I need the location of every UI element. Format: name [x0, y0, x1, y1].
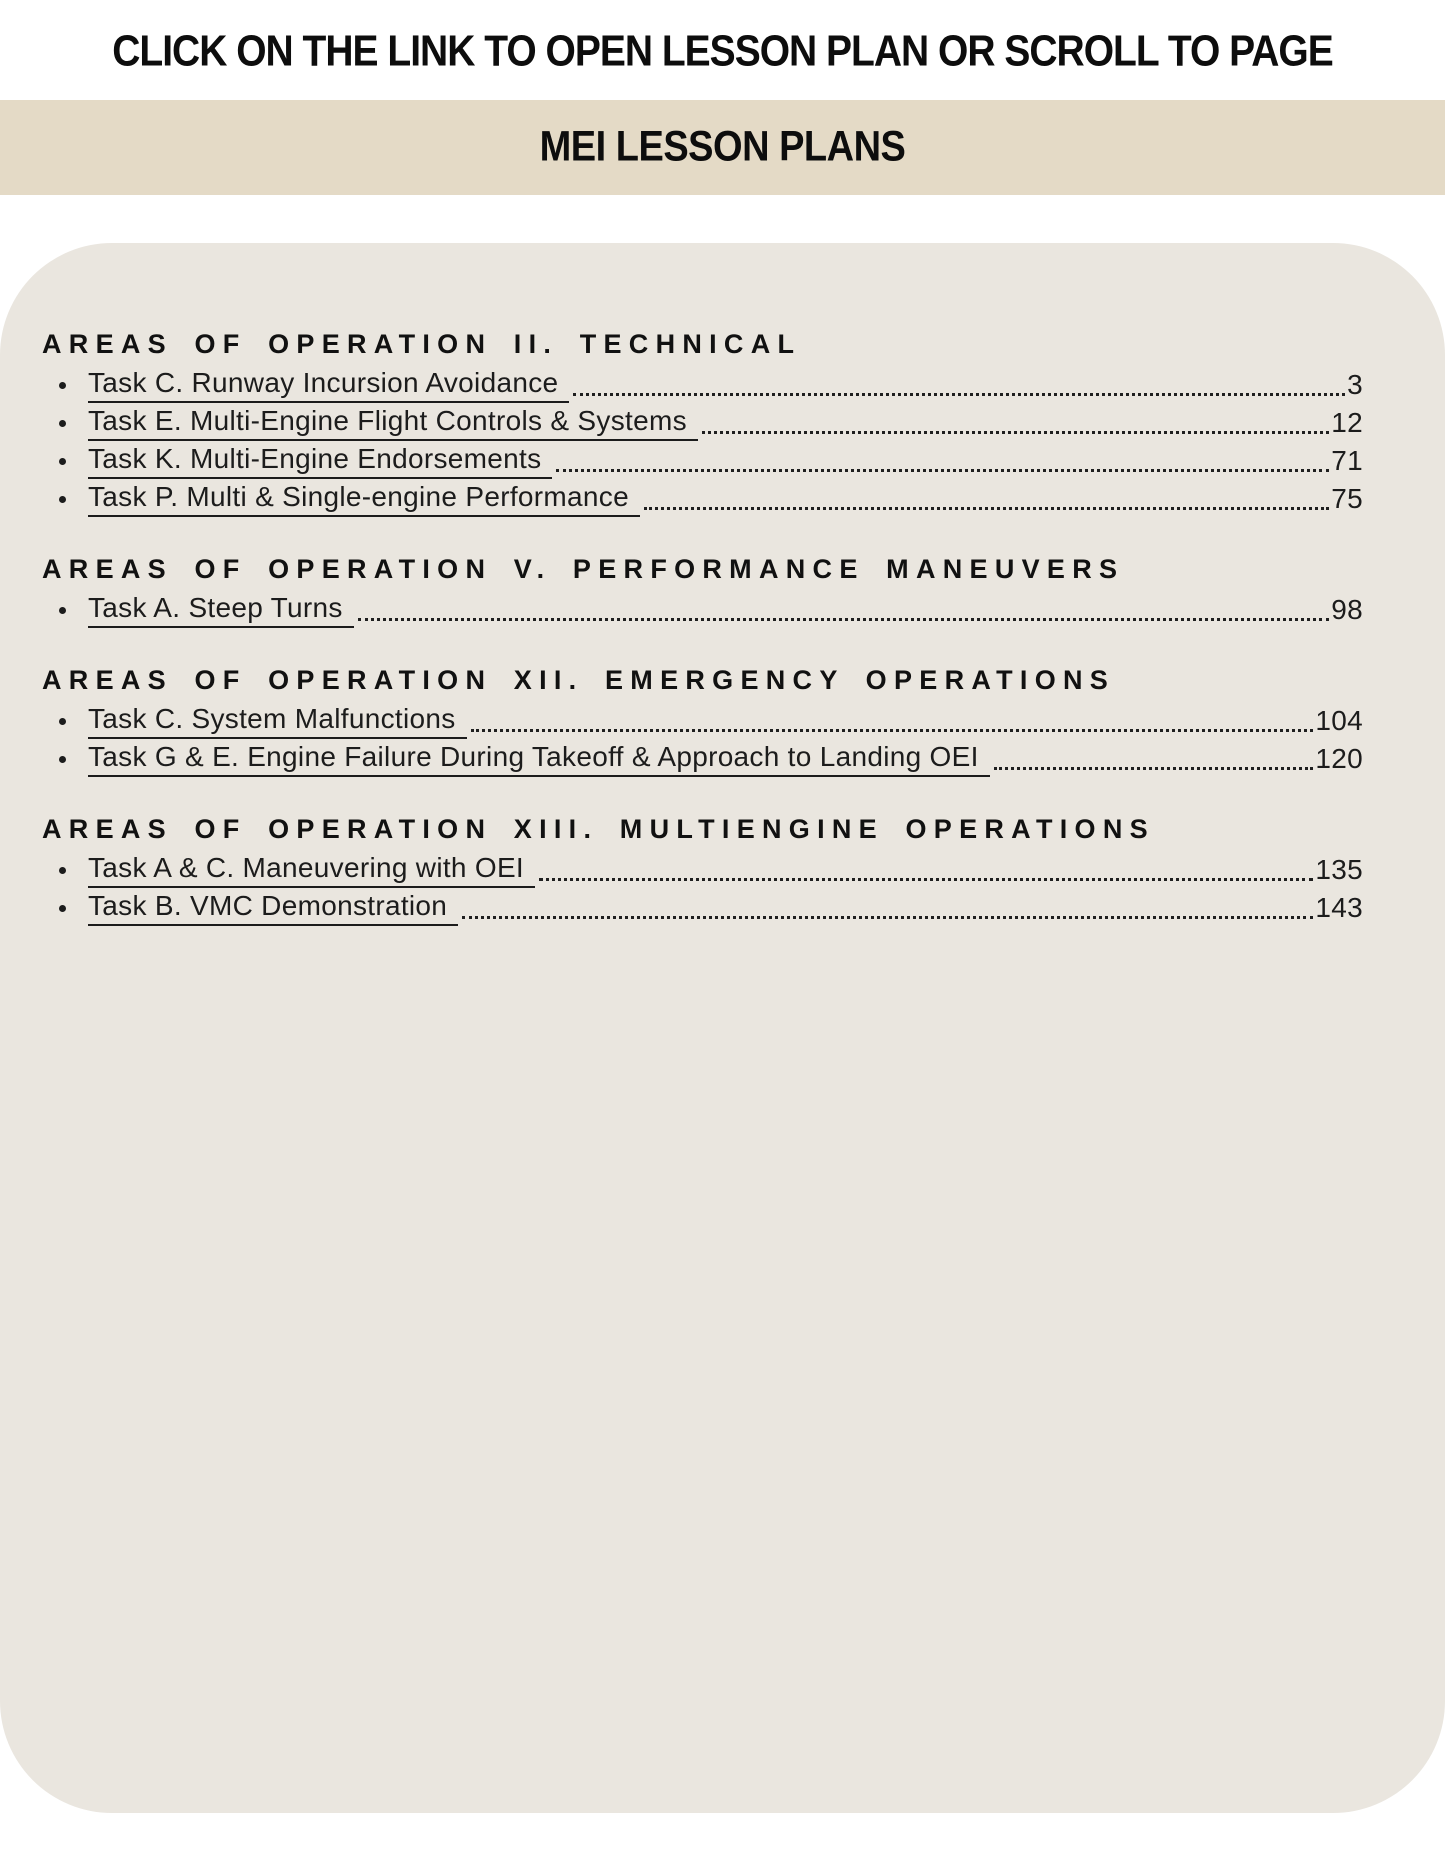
- toc-link[interactable]: Task A & C. Maneuvering with OEI: [88, 852, 535, 888]
- page-number: 120: [1315, 743, 1363, 774]
- dotted-leader: [462, 916, 1313, 919]
- toc-link[interactable]: Task K. Multi-Engine Endorsements: [88, 443, 552, 479]
- toc-row: [42, 889, 1363, 927]
- toc-row: [42, 366, 1363, 404]
- toc-section-technical: [42, 329, 1363, 518]
- dotted-leader: [702, 431, 1329, 434]
- page-number: 12: [1331, 407, 1363, 438]
- section-title: AREAS OF OPERATION II. TECHNICAL: [42, 329, 802, 359]
- bullet-icon: [59, 718, 66, 725]
- dotted-leader: [994, 767, 1314, 770]
- toc-row: [42, 442, 1363, 480]
- dotted-leader: [556, 469, 1329, 472]
- dotted-leader: [644, 507, 1329, 510]
- toc-row: [42, 740, 1363, 778]
- toc-link[interactable]: Task G & E. Engine Failure During Takeoff & Approach to Landing OEI: [88, 741, 990, 777]
- section-title: AREAS OF OPERATION XII. EMERGENCY OPERATIONS: [42, 665, 1116, 695]
- bullet-icon: [59, 458, 66, 465]
- toc-row: [42, 702, 1363, 740]
- page-number: 71: [1331, 445, 1363, 476]
- page-number: 135: [1315, 854, 1363, 885]
- bullet-icon: [59, 382, 66, 389]
- toc-row: [42, 404, 1363, 442]
- toc-list: [42, 851, 1363, 927]
- toc-section-multiengine-operations: [42, 814, 1363, 927]
- page-number: 98: [1331, 594, 1363, 625]
- toc-link[interactable]: Task E. Multi-Engine Flight Controls & Systems: [88, 405, 698, 441]
- page-title: CLICK ON THE LINK TO OPEN LESSON PLAN OR SCROLL TO PAGE: [112, 27, 1333, 76]
- toc-section-performance-maneuvers: [42, 554, 1363, 629]
- page-number: 3: [1347, 369, 1363, 400]
- toc-link[interactable]: Task C. System Malfunctions: [88, 703, 467, 739]
- toc-row: [42, 851, 1363, 889]
- title-banner: [0, 100, 1445, 195]
- toc-list: [42, 366, 1363, 518]
- toc-link[interactable]: Task A. Steep Turns: [88, 592, 354, 628]
- toc-list: [42, 591, 1363, 629]
- toc-row: [42, 480, 1363, 518]
- bullet-icon: [59, 496, 66, 503]
- dotted-leader: [573, 393, 1345, 396]
- dotted-leader: [471, 729, 1314, 732]
- page-number: 104: [1315, 705, 1363, 736]
- toc-row: [42, 591, 1363, 629]
- section-title: AREAS OF OPERATION V. PERFORMANCE MANEUVERS: [42, 554, 1125, 584]
- toc-list: [42, 702, 1363, 778]
- toc-link[interactable]: Task B. VMC Demonstration: [88, 890, 458, 926]
- bullet-icon: [59, 756, 66, 763]
- dotted-leader: [358, 618, 1330, 621]
- bullet-icon: [59, 420, 66, 427]
- page-number: 75: [1331, 483, 1363, 514]
- top-heading: [0, 0, 1445, 74]
- section-title: AREAS OF OPERATION XIII. MULTIENGINE OPERATIONS: [42, 814, 1155, 844]
- banner-title: MEI LESSON PLANS: [539, 123, 906, 171]
- toc-link[interactable]: Task C. Runway Incursion Avoidance: [88, 367, 569, 403]
- toc-link[interactable]: Task P. Multi & Single-engine Performance: [88, 481, 640, 517]
- page-number: 143: [1315, 892, 1363, 923]
- bullet-icon: [59, 607, 66, 614]
- bullet-icon: [59, 905, 66, 912]
- bullet-icon: [59, 867, 66, 874]
- dotted-leader: [539, 878, 1313, 881]
- toc-section-emergency-operations: [42, 665, 1363, 778]
- toc-card: [0, 243, 1445, 1813]
